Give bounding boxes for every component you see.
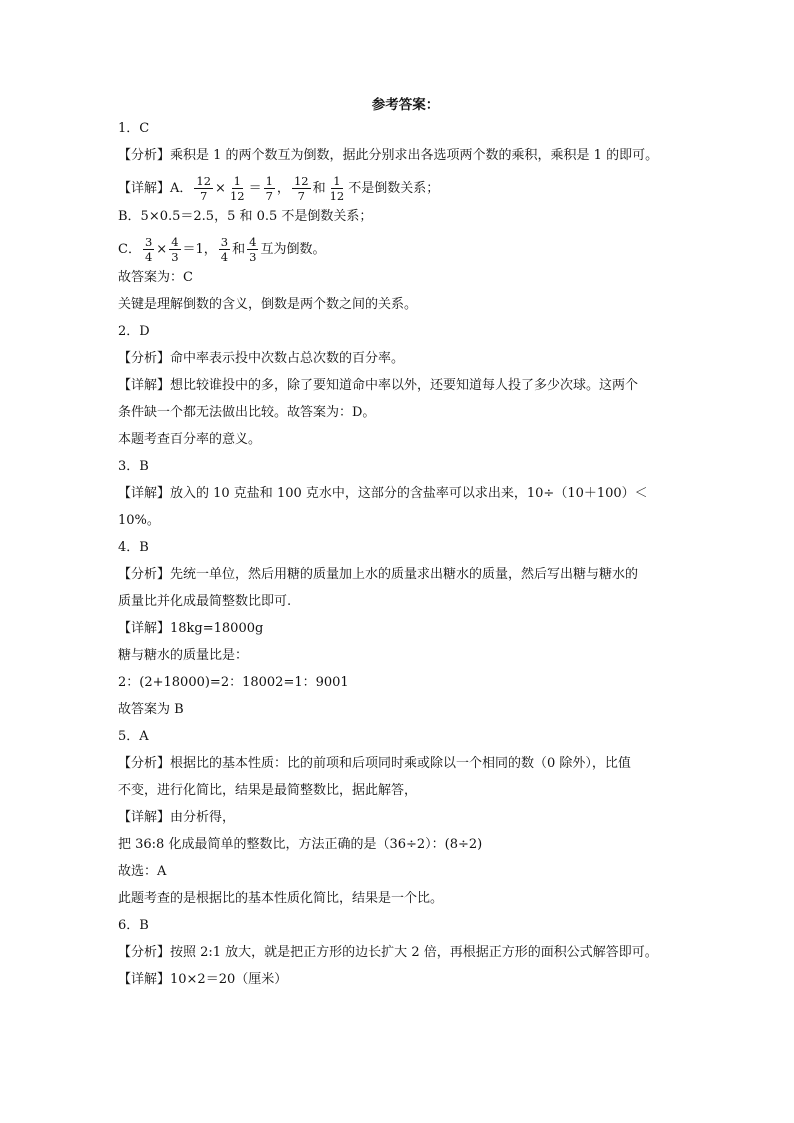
page-title: 参考答案： xyxy=(371,97,440,113)
numerator: 3 xyxy=(144,235,153,249)
q1-detail-a xyxy=(118,174,693,204)
q1-detail-a-prefix: 【详解】A． xyxy=(118,181,193,196)
numerator: 12 xyxy=(293,174,309,188)
q1-detail-c xyxy=(118,235,693,265)
q5-answer: 故选：A xyxy=(118,864,167,879)
equals-one: ＝1， xyxy=(182,242,217,257)
q4-detail: 【详解】18kg=18000g xyxy=(118,621,264,636)
denominator: 7 xyxy=(200,189,208,203)
q4-ratio-label: 糖与糖水的质量比是： xyxy=(118,648,249,663)
q5-number: 5．A xyxy=(118,729,149,744)
q4-analysis-line2: 质量比并化成最简整数比即可. xyxy=(118,594,292,609)
denominator: 12 xyxy=(229,189,245,203)
fraction xyxy=(143,236,154,263)
q4-analysis-line1: 【分析】先统一单位，然后用糖的质量加上水的质量求出糖水的质量，然后写出糖与糖水的 xyxy=(118,567,639,582)
q2-number: 2．D xyxy=(118,324,150,339)
q5-analysis-line1: 【分析】根据比的基本性质：比的前项和后项同时乘或除以一个相同的数（0 除外），比值 xyxy=(118,756,631,771)
q5-note: 此题考查的是根据比的基本性质化简比，结果是一个比。 xyxy=(118,891,444,906)
fraction xyxy=(328,175,347,202)
q5-detail: 【详解】由分析得， xyxy=(118,810,236,825)
numerator: 4 xyxy=(171,235,179,249)
fraction xyxy=(228,175,247,202)
numerator: 1 xyxy=(333,174,341,188)
q5-analysis-line2: 不变，进行化简比，结果是最简整数比，据此解答， xyxy=(118,783,418,798)
q1-detail-a-suffix: 不是倒数关系； xyxy=(348,181,440,196)
fraction xyxy=(219,236,230,263)
denominator: 3 xyxy=(171,250,179,264)
fraction xyxy=(292,175,311,202)
numerator: 12 xyxy=(196,174,212,188)
numerator: 4 xyxy=(249,235,257,249)
fraction xyxy=(169,236,180,263)
q4-answer: 故答案为 B xyxy=(118,702,184,717)
and-word: 和 xyxy=(312,181,326,196)
times-sign: × xyxy=(156,242,168,257)
denominator: 4 xyxy=(220,250,229,264)
q2-analysis: 【分析】命中率表示投中次数占总次数的百分率。 xyxy=(118,351,405,366)
q6-detail: 【详解】10×2＝20（厘米） xyxy=(118,972,288,987)
q2-detail-line1: 【详解】想比较谁投中的多，除了要知道命中率以外，还要知道每人投了多少次球。这两个 xyxy=(118,378,639,393)
answer-key xyxy=(118,96,693,998)
q1-answer: 故答案为：C xyxy=(118,270,193,285)
denominator: 7 xyxy=(265,189,273,203)
q2-detail-line2: 条件缺一个都无法做出比较。故答案为：D。 xyxy=(118,405,376,420)
denominator: 4 xyxy=(144,250,153,264)
q1-note: 关键是理解倒数的含义，倒数是两个数之间的关系。 xyxy=(118,297,418,312)
denominator: 3 xyxy=(249,250,257,264)
q1-analysis: 【分析】乘积是 1 的两个数互为倒数，据此分别求出各选项两个数的乘积，乘积是 1 的即可。 xyxy=(118,148,659,163)
q4-ratio-calc: 2：(2+18000)=2：18002=1：9001 xyxy=(118,675,349,690)
q3-number: 3．B xyxy=(118,459,149,474)
fraction xyxy=(264,175,275,202)
fraction xyxy=(194,175,213,202)
q5-method: 把 36:8 化成最简单的整数比，方法正确的是（36÷2）：(8÷2) xyxy=(118,837,483,852)
and-word: 和 xyxy=(232,242,246,257)
q2-note: 本题考查百分率的意义。 xyxy=(118,432,262,447)
comma: ， xyxy=(276,181,290,196)
q1-detail-c-suffix: 互为倒数。 xyxy=(260,242,326,257)
equals-sign: ＝ xyxy=(248,181,262,196)
fraction xyxy=(247,236,258,263)
q6-analysis: 【分析】按照 2:1 放大，就是把正方形的边长扩大 2 倍，再根据正方形的面积公式解答即可。 xyxy=(118,945,658,960)
q3-detail-line1: 【详解】放入的 10 克盐和 100 克水中，这部分的含盐率可以求出来，10÷（10＋100）＜ xyxy=(118,486,648,501)
q1-number: 1．C xyxy=(118,121,150,136)
q6-number: 6．B xyxy=(118,918,149,933)
times-sign: × xyxy=(215,181,226,196)
q1-detail-c-prefix: C． xyxy=(118,242,141,257)
denominator: 12 xyxy=(329,189,345,203)
numerator: 1 xyxy=(265,174,273,188)
numerator: 1 xyxy=(233,174,241,188)
numerator: 3 xyxy=(220,235,229,249)
q1-detail-b: B．5×0.5＝2.5，5 和 0.5 不是倒数关系； xyxy=(118,209,373,224)
q3-detail-line2: 10%。 xyxy=(118,513,160,528)
denominator: 7 xyxy=(297,189,305,203)
q4-number: 4．B xyxy=(118,540,149,555)
